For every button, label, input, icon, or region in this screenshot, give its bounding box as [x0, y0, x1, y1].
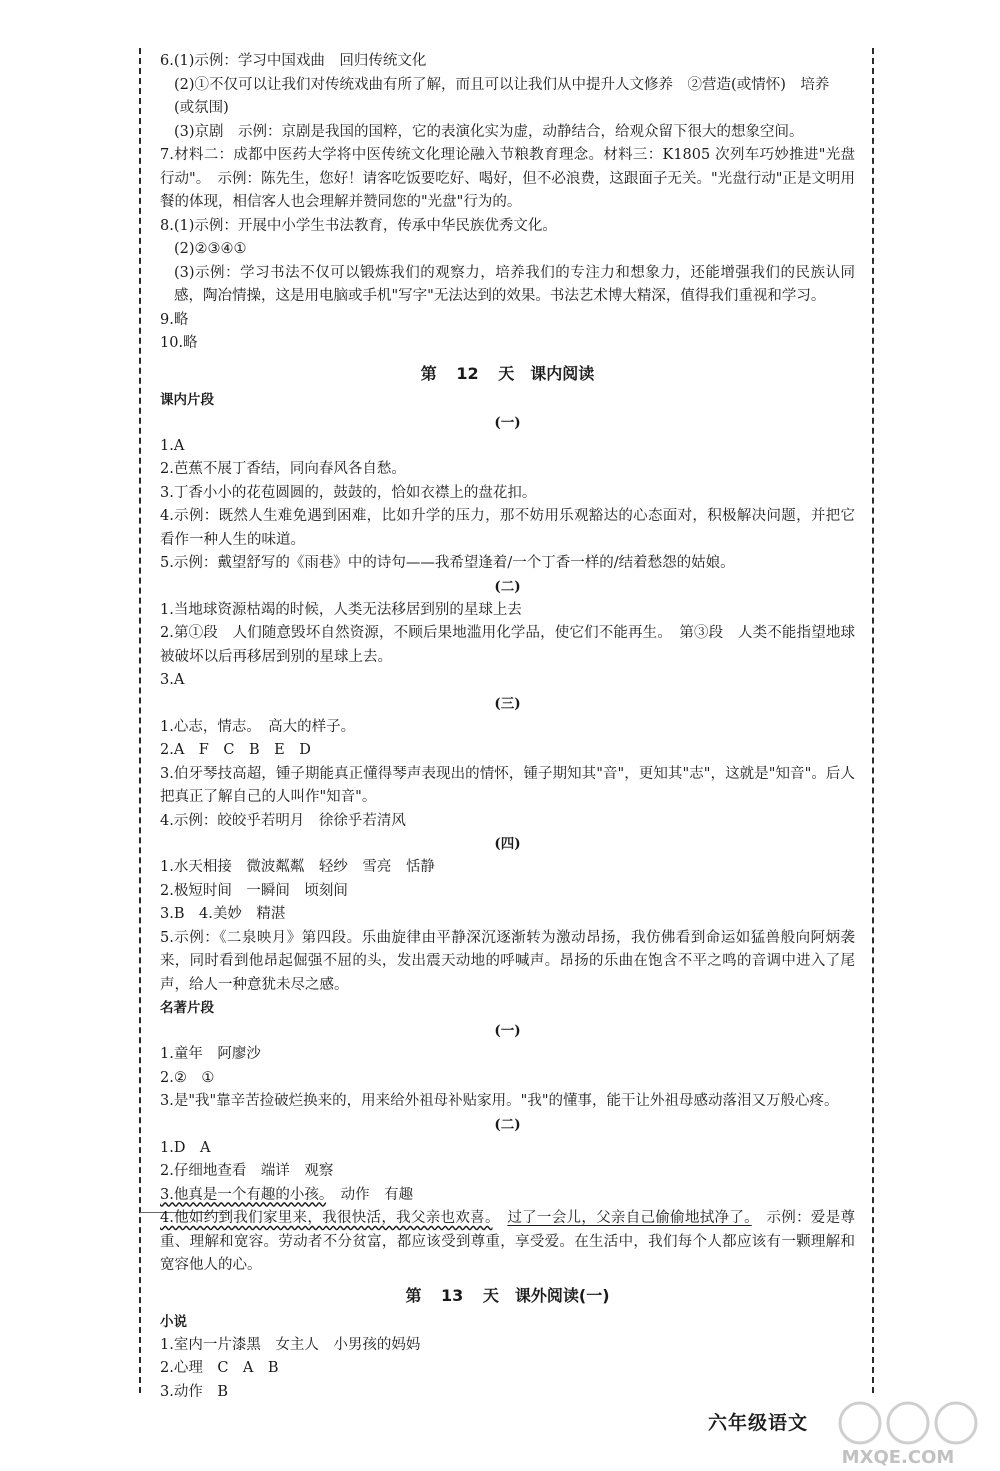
- classic2-a2: 2.仔细地查看 端详 观察: [160, 1163, 334, 1179]
- passage1-a5: 5.示例：戴望舒写的《雨巷》中的诗句——我希望逢着/一个丁香一样的/结着愁怨的姑娘。: [160, 555, 735, 571]
- classic2-a3-rest: 动作 有趣: [326, 1186, 414, 1203]
- q6-part1: 6.(1)示例：学习中国戏曲 回归传统文化: [160, 53, 427, 69]
- classic2-a3-underlined: 3.他真是一个有趣的小孩。: [160, 1186, 327, 1203]
- q6-part2-cont: (或氛围): [174, 100, 229, 116]
- classic2-a4: [160, 1207, 855, 1278]
- left-dashed-border: [139, 48, 141, 1393]
- day13-title: 第 13 天 课外阅读(一): [405, 1285, 610, 1305]
- answer-content: [160, 50, 855, 1404]
- passage3-a3: 3.伯牙琴技高超，锺子期能真正懂得琴声表现出的情怀，锺子期知其"音"，更知其"志"，这就是"知音"。后人把真正了解自己的人叫作"知音"。: [160, 765, 855, 805]
- classic2-a4-rest: 示例：爱是尊重、理解和宽容。劳动者不分贫富，都应该受到尊重，享受爱。在生活中，我们每个人都应该有一颗理解和宽容他人的心。: [160, 1210, 856, 1273]
- q10-answer: 10.略: [160, 335, 198, 351]
- classic2-a4-underlined-2: 过了一会儿，父亲自己偷偷地拭净了。: [507, 1210, 752, 1226]
- classic1-a1: 1.童年 阿廖沙: [160, 1046, 261, 1062]
- passage1-a1: 1.A: [160, 437, 185, 454]
- q8-part1: 8.(1)示例：开展中小学生书法教育，传承中华民族优秀文化。: [160, 217, 557, 234]
- classic2-a3: [160, 1184, 855, 1208]
- q9-answer: 9.略: [160, 311, 189, 328]
- passage2-a1: 1.当地球资源枯竭的时候，人类无法移居到别的星球上去: [160, 601, 522, 618]
- passage1-head: (一): [494, 414, 521, 431]
- passage4-a1: 1.水天相接 微波粼粼 轻纱 雪亮 恬静: [160, 859, 435, 875]
- passage1-a3: 3.丁香小小的花苞圆圆的，鼓鼓的，恰如衣襟上的盘花扣。: [160, 484, 537, 501]
- q8-part2: (2)②③④①: [174, 241, 247, 257]
- passage2-a2: 2.第①段 人们随意毁坏自然资源，不顾后果地滥用化学品，使它们不能再生。 第③段 人类不能指望地球被破坏以后再移居到别的星球上去。: [160, 625, 855, 665]
- passage2-head: (二): [494, 578, 521, 595]
- day13-a3: 3.动作 B: [160, 1383, 228, 1400]
- day13-a2: 2.心理 C A B: [160, 1360, 279, 1376]
- classic1-head: (一): [494, 1023, 521, 1039]
- q6-part2: (2)①不仅可以让我们对传统戏曲有所了解，而且可以让我们从中提升人文修养 ②营造(或情怀) 培养: [174, 76, 830, 93]
- passage4-a3: 3.B 4.美妙 精湛: [160, 906, 286, 922]
- q8-part3: (3)示例：学习书法不仅可以锻炼我们的观察力，培养我们的专注力和想象力，还能增强我们的民族认同感，陶冶情操，这是用电脑或手机"写字"无法达到的效果。书法艺术博大精深，值得我们重视和学习。: [174, 264, 855, 304]
- passage4-a2: 2.极短时间 一瞬间 顷刻间: [160, 882, 348, 899]
- watermark-logo: [798, 1395, 998, 1471]
- classic2-a4-underlined-1: 4.他如约到我们家里来，我很快活，我父亲也欢喜。: [160, 1210, 493, 1226]
- right-dashed-border: [872, 48, 874, 1393]
- passage3-head: (三): [494, 695, 521, 712]
- passage3-a2: 2.A F C B E D: [160, 742, 311, 758]
- day13-a1: 1.室内一片漆黑 女主人 小男孩的妈妈: [160, 1336, 421, 1353]
- classic2-a1: 1.D A: [160, 1139, 211, 1156]
- classic2-head: (二): [494, 1116, 521, 1133]
- passage4-head: (四): [494, 836, 521, 852]
- day13-section-novel: 小说: [160, 1313, 187, 1330]
- passage1-a4: 4.示例：既然人生难免遇到困难，比如升学的压力，那不妨用乐观豁达的心态面对，积极解决问题，并把它看作一种人生的味道。: [160, 508, 855, 548]
- classic1-a3: 3.是"我"靠辛苦捡破烂换来的，用来给外祖母补贴家用。"我"的懂事，能干让外祖母感动落泪又万般心疼。: [160, 1093, 839, 1109]
- q7-answer: 7.材料二：成都中医药大学将中医传统文化理论融入节粮教育理念。材料三：K1805 次列车巧妙推进"光盘行动"。 示例：陈先生，您好！请客吃饭要吃好、喝好，但不必浪费，这跟面子无关。"光盘行动"正是文明用餐的体现，相信客人也会理解并赞同您的"光盘"行为的。: [160, 147, 855, 210]
- footer-grade-subject: 六年级语文: [708, 1412, 809, 1434]
- watermark-url: MXQE.COM: [841, 1447, 955, 1468]
- day12-section-in-class: 课内片段: [160, 391, 214, 408]
- classic1-a2: 2.② ①: [160, 1069, 215, 1086]
- passage3-a4: 4.示例：皎皎乎若明月 徐徐乎若清风: [160, 812, 406, 829]
- passage2-a3: 3.A: [160, 672, 185, 688]
- classic2-a4-gap: [493, 1210, 508, 1226]
- passage3-a1: 1.心志，情志。 高大的样子。: [160, 718, 356, 735]
- passage4-a5: 5.示例：《二泉映月》第四段。乐曲旋律由平静深沉逐渐转为激动昂扬，我仿佛看到命运如猛兽般向阿炳袭来，同时看到他昂起倔强不屈的头，发出震天动地的呼喊声。昂扬的乐曲在饱含不平之鸣的音调中进入了尾声，给人一种意犹未尽之感。: [160, 929, 855, 993]
- q6-part3: (3)京剧 示例：京剧是我国的国粹，它的表演化实为虚，动静结合，给观众留下很大的想象空间。: [174, 123, 804, 140]
- day12-section-classics: 名著片段: [160, 1000, 214, 1016]
- passage1-a2: 2.芭蕉不展丁香结，同向春风各自愁。: [160, 461, 406, 477]
- day12-title: 第 12 天 课内阅读: [420, 363, 595, 383]
